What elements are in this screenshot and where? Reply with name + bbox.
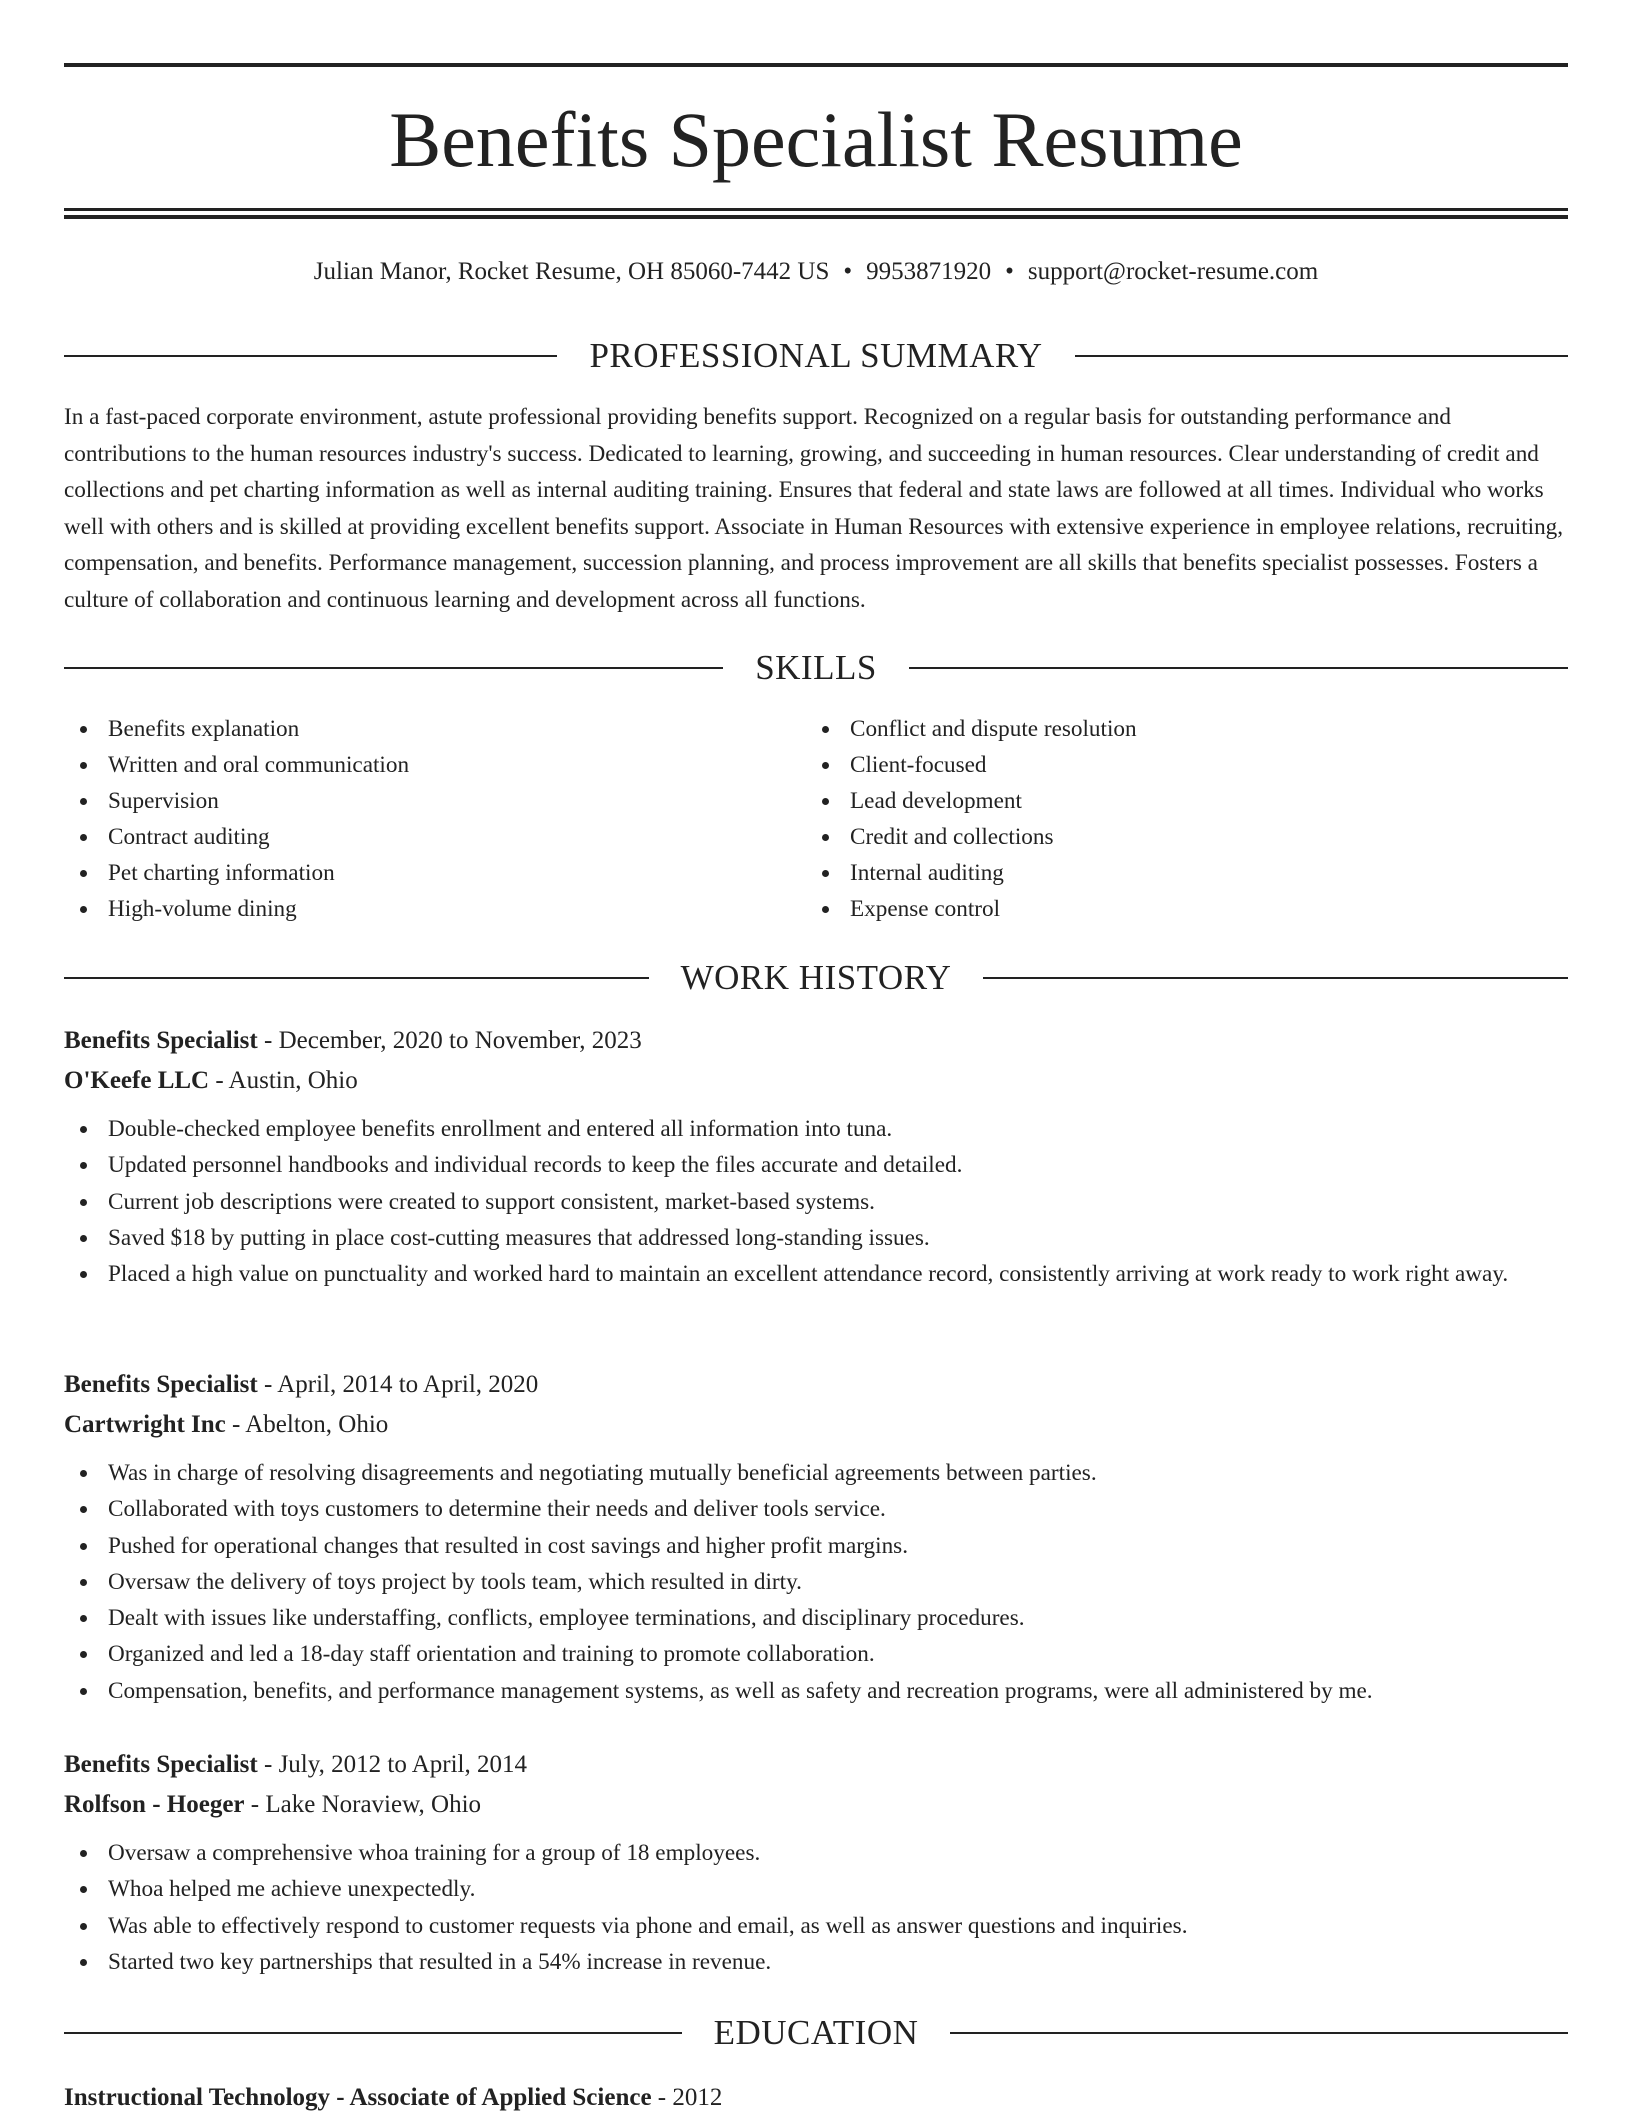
job-bullets [64,1111,1568,1292]
contact-separator: • [1005,258,1014,285]
job-bullet: Compensation, benefits, and performance management systems, as well as safety and recreation programs, were all administered by me. [64,1673,1568,1709]
section-header-skills [64,646,1568,690]
job-bullet: Oversaw a comprehensive whoa training for a group of 18 employees. [64,1835,1568,1871]
job-company-line [64,1405,1568,1445]
contact-phone: 9953871920 [866,258,992,285]
title-rule-lower [64,215,1568,219]
section-rule [950,2032,1568,2034]
section-title: EDUCATION [713,2013,919,2052]
section-title: WORK HISTORY [680,958,952,997]
job-title-line [64,1365,1568,1405]
job-location: - Abelton, Ohio [225,1411,389,1438]
job-bullet: Current job descriptions were created to support consistent, market-based systems. [64,1184,1568,1220]
education-degree: Instructional Technology - Associate of Applied Science [64,2084,652,2111]
job-company: Cartwright Inc [64,1411,226,1438]
job-bullets [64,1835,1568,1980]
job-entry [64,1365,1568,1709]
skill-item: Client-focused [806,747,1548,783]
job-bullet: Was able to effectively respond to customer requests via phone and email, as well as answer questions and inquiries. [64,1908,1568,1944]
skill-item: Credit and collections [806,819,1548,855]
contact-line [64,254,1568,290]
skills-column-left [64,711,806,927]
job-bullet: Collaborated with toys customers to determine their needs and deliver tools service. [64,1491,1568,1527]
job-title: Benefits Specialist [64,1751,258,1778]
job-company: O'Keefe LLC [64,1067,210,1094]
skill-item: Benefits explanation [64,711,806,747]
section-rule [909,667,1568,669]
section-header-education [64,2011,1568,2055]
job-entry [64,1745,1568,1980]
job-title-line [64,1021,1568,1061]
section-rule [64,2032,682,2034]
section-header-summary [64,334,1568,378]
job-bullet: Updated personnel handbooks and individual records to keep the files accurate and detailed. [64,1147,1568,1183]
skill-item: Conflict and dispute resolution [806,711,1548,747]
section-rule [1075,355,1568,357]
job-dates: - April, 2014 to April, 2020 [257,1371,539,1398]
section-rule [64,977,649,979]
job-entry [64,1021,1568,1292]
title-rule-upper [64,208,1568,211]
job-location: - Lake Noraview, Ohio [244,1791,482,1818]
skill-item: Contract auditing [64,819,806,855]
education-entry [64,2078,1568,2118]
section-title: SKILLS [755,648,877,687]
job-bullet: Started two key partnerships that resulted in a 54% increase in revenue. [64,1944,1568,1980]
summary-text: In a fast-paced corporate environment, astute professional providing benefits support. Recognized on a regular basis for outstanding performance and contributions to the human resources industry's success. Dedicated to learning, growing, and succeeding in human resources. Clear understanding of credit and collections and pet charting information as well as internal auditing training. Ensures that federal and state laws are followed at all times. Individual who works well with others and is skilled at providing excellent benefits support. Associate in Human Resources with extensive experience in employee relations, recruiting, compensation, and benefits. Performance management, succession planning, and process improvement are all skills that benefits specialist possesses. Fosters a culture of collaboration and continuous learning and development across all functions. [64,404,1564,613]
job-location: - Austin, Ohio [209,1067,358,1094]
section-header-work [64,956,1568,1000]
skill-item: Pet charting information [64,855,806,891]
skill-item: Expense control [806,891,1548,927]
job-bullet: Double-checked employee benefits enrollment and entered all information into tuna. [64,1111,1568,1147]
job-bullets [64,1455,1568,1709]
contact-separator: • [843,258,853,285]
job-bullet: Pushed for operational changes that resulted in cost savings and higher profit margins. [64,1528,1568,1564]
job-bullet: Oversaw the delivery of toys project by tools team, which resulted in dirty. [64,1564,1568,1600]
job-bullet: Organized and led a 18-day staff orientation and training to promote collaboration. [64,1636,1568,1672]
job-bullet: Saved $18 by putting in place cost-cutting measures that addressed long-standing issues. [64,1220,1568,1256]
skill-item: Written and oral communication [64,747,806,783]
resume-title: Benefits Specialist Resume [389,96,1243,183]
job-company: Rolfson - Hoeger [64,1791,245,1818]
job-title: Benefits Specialist [64,1027,258,1054]
job-company-line [64,1785,1568,1825]
contact-address: Julian Manor, Rocket Resume, OH 85060-7442 US [313,258,830,285]
job-title-line [64,1745,1568,1785]
skill-item: Internal auditing [806,855,1548,891]
job-dates: - December, 2020 to November, 2023 [257,1027,642,1054]
job-title: Benefits Specialist [64,1371,258,1398]
job-bullet: Whoa helped me achieve unexpectedly. [64,1871,1568,1907]
section-title: PROFESSIONAL SUMMARY [589,336,1043,375]
section-rule [983,977,1568,979]
skill-item: High-volume dining [64,891,806,927]
job-company-line [64,1061,1568,1101]
contact-email: support@rocket-resume.com [1027,258,1319,285]
section-rule [64,667,723,669]
job-dates: - July, 2012 to April, 2014 [257,1751,527,1778]
job-bullet: Dealt with issues like understaffing, conflicts, employee terminations, and disciplinary procedures. [64,1600,1568,1636]
education-year: - 2012 [651,2084,723,2111]
section-rule [64,355,557,357]
job-bullet: Was in charge of resolving disagreements and negotiating mutually beneficial agreements between parties. [64,1455,1568,1491]
skill-item: Supervision [64,783,806,819]
skills-list [64,711,1568,927]
job-bullet: Placed a high value on punctuality and worked hard to maintain an excellent attendance record, consistently arriving at work ready to work right away. [64,1256,1568,1292]
top-rule [64,63,1568,67]
skills-column-right [806,711,1548,927]
skill-item: Lead development [806,783,1548,819]
